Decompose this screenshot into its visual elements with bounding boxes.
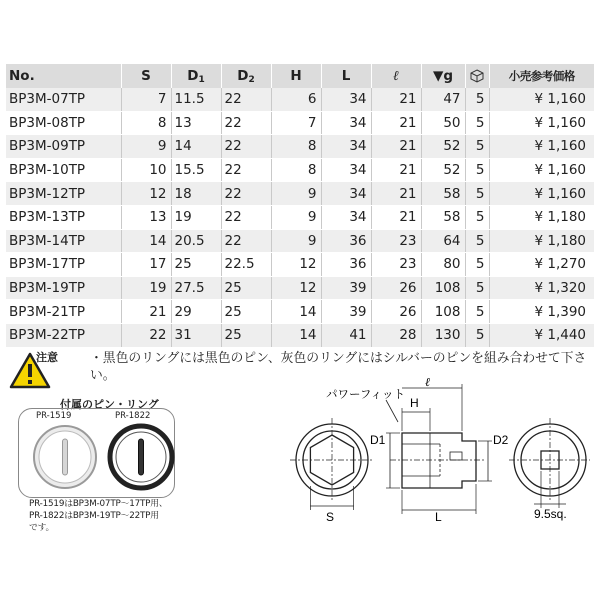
- cell-ell: 26: [371, 276, 421, 300]
- col-header-l: L: [321, 64, 371, 88]
- ring-pr1519-icon: [34, 426, 96, 488]
- socket-side-view-icon: [386, 384, 492, 514]
- cell-s: 21: [121, 300, 171, 324]
- table-row: [6, 111, 594, 135]
- cell-d1: 11.5: [171, 88, 221, 111]
- cell-s: 10: [121, 158, 171, 182]
- cell-model-no: BP3M-12TP: [6, 182, 121, 206]
- cell-qty: 5: [465, 300, 489, 324]
- cell-h: 14: [271, 323, 321, 347]
- cell-d1: 18: [171, 182, 221, 206]
- cell-d1: 27.5: [171, 276, 221, 300]
- cell-d2: 22: [221, 229, 271, 253]
- cell-ell: 23: [371, 253, 421, 277]
- cell-ell: 26: [371, 300, 421, 324]
- cell-s: 12: [121, 182, 171, 206]
- cell-l: 36: [321, 229, 371, 253]
- table-row: [6, 135, 594, 159]
- cell-d1: 13: [171, 111, 221, 135]
- cell-price: ¥ 1,160: [489, 182, 594, 206]
- col-header-weight: ▼g: [421, 64, 465, 88]
- cell-s: 19: [121, 276, 171, 300]
- cell-l: 34: [321, 111, 371, 135]
- socket-rear-view-icon: [509, 418, 590, 508]
- cell-price: ¥ 1,160: [489, 88, 594, 111]
- cell-model-no: BP3M-14TP: [6, 229, 121, 253]
- pin-label-pr1519: PR-1519: [36, 411, 72, 421]
- cell-l: 34: [321, 158, 371, 182]
- pins-note-line: PR-1822はBP3M-19TP〜22TP用: [29, 511, 159, 521]
- cell-model-no: BP3M-08TP: [6, 111, 121, 135]
- cell-model-no: BP3M-07TP: [6, 88, 121, 111]
- dim-s-label: S: [326, 510, 335, 524]
- cell-ell: 23: [371, 229, 421, 253]
- cell-ell: 28: [371, 323, 421, 347]
- ring-pr1822-icon: [110, 426, 172, 488]
- col-header-price: 小売参考価格: [489, 64, 594, 88]
- cell-price: ¥ 1,390: [489, 300, 594, 324]
- cell-model-no: BP3M-17TP: [6, 253, 121, 277]
- cell-s: 17: [121, 253, 171, 277]
- col-header-h: H: [271, 64, 321, 88]
- cell-qty: 5: [465, 135, 489, 159]
- cell-qty: 5: [465, 88, 489, 111]
- pins-note-line: です。: [29, 523, 55, 533]
- cell-qty: 5: [465, 229, 489, 253]
- cell-h: 6: [271, 88, 321, 111]
- cell-d2: 22: [221, 88, 271, 111]
- dim-l-label: L: [435, 510, 442, 524]
- cell-l: 34: [321, 205, 371, 229]
- cell-d2: 25: [221, 323, 271, 347]
- cell-d1: 31: [171, 323, 221, 347]
- cell-ell: 21: [371, 182, 421, 206]
- cell-s: 22: [121, 323, 171, 347]
- cell-model-no: BP3M-19TP: [6, 276, 121, 300]
- cell-qty: 5: [465, 276, 489, 300]
- cell-h: 9: [271, 182, 321, 206]
- pins-note-line: PR-1519はBP3M-07TP〜17TP用、: [29, 499, 168, 509]
- table-header-row: [6, 64, 594, 88]
- cell-d2: 22.5: [221, 253, 271, 277]
- cell-d2: 22: [221, 158, 271, 182]
- cell-d1: 25: [171, 253, 221, 277]
- cell-s: 8: [121, 111, 171, 135]
- cell-qty: 5: [465, 111, 489, 135]
- table-row: [6, 300, 594, 324]
- dim-sq-label: 9.5sq.: [534, 507, 567, 521]
- col-header-ell: ℓ: [371, 64, 421, 88]
- cell-qty: 5: [465, 323, 489, 347]
- cell-ell: 21: [371, 205, 421, 229]
- socket-technical-drawing: [290, 378, 590, 528]
- cell-d1: 29: [171, 300, 221, 324]
- cell-weight: 64: [421, 229, 465, 253]
- cell-weight: 50: [421, 111, 465, 135]
- col-header-no: No.: [6, 64, 121, 88]
- cell-s: 14: [121, 229, 171, 253]
- cell-model-no: BP3M-09TP: [6, 135, 121, 159]
- socket-front-view-icon: [290, 418, 374, 510]
- cell-ell: 21: [371, 135, 421, 159]
- dim-h-label: H: [410, 396, 419, 410]
- cell-price: ¥ 1,270: [489, 253, 594, 277]
- cell-ell: 21: [371, 158, 421, 182]
- cell-l: 34: [321, 88, 371, 111]
- cell-weight: 80: [421, 253, 465, 277]
- table-body: [6, 88, 594, 347]
- cell-d1: 14: [171, 135, 221, 159]
- cell-price: ¥ 1,440: [489, 323, 594, 347]
- dim-d2-label: D2: [493, 433, 509, 447]
- cell-price: ¥ 1,320: [489, 276, 594, 300]
- cell-weight: 47: [421, 88, 465, 111]
- pin-rings-illustration: [18, 420, 178, 496]
- cell-d1: 15.5: [171, 158, 221, 182]
- cell-ell: 21: [371, 111, 421, 135]
- pin-label-pr1822: PR-1822: [115, 411, 151, 421]
- pins-title: 付属のピン・リング: [60, 398, 159, 411]
- caution-label: 注意: [36, 351, 58, 364]
- cell-h: 7: [271, 111, 321, 135]
- cell-d2: 22: [221, 182, 271, 206]
- cell-d1: 19: [171, 205, 221, 229]
- table-row: [6, 88, 594, 111]
- col-header-d1: $D_1$: [171, 64, 221, 88]
- pins-note: [29, 498, 229, 534]
- spec-table: [6, 64, 594, 348]
- cell-h: 12: [271, 253, 321, 277]
- col-header-qty: [465, 64, 489, 88]
- table-row: [6, 205, 594, 229]
- cell-d2: 22: [221, 135, 271, 159]
- cell-d2: 22: [221, 111, 271, 135]
- dim-d1-label: D1: [370, 433, 386, 447]
- cell-l: 34: [321, 182, 371, 206]
- cell-s: 13: [121, 205, 171, 229]
- caution-text: ・黒色のリングには黒色のピン、灰色のリングにはシルバーのピンを組み合わせて下さい。: [90, 351, 587, 383]
- table-row: [6, 323, 594, 347]
- cell-model-no: BP3M-13TP: [6, 205, 121, 229]
- cell-weight: 58: [421, 182, 465, 206]
- table-row: [6, 276, 594, 300]
- cell-d2: 25: [221, 276, 271, 300]
- cell-model-no: BP3M-22TP: [6, 323, 121, 347]
- cell-weight: 108: [421, 276, 465, 300]
- cell-d2: 22: [221, 205, 271, 229]
- cell-weight: 108: [421, 300, 465, 324]
- cell-model-no: BP3M-10TP: [6, 158, 121, 182]
- table-row: [6, 253, 594, 277]
- col-header-s: S: [121, 64, 171, 88]
- cell-l: 36: [321, 253, 371, 277]
- cell-price: ¥ 1,180: [489, 229, 594, 253]
- cell-price: ¥ 1,180: [489, 205, 594, 229]
- package-icon: [470, 69, 484, 83]
- cell-h: 8: [271, 135, 321, 159]
- cell-s: 7: [121, 88, 171, 111]
- cell-s: 9: [121, 135, 171, 159]
- cell-l: 39: [321, 276, 371, 300]
- cell-d1: 20.5: [171, 229, 221, 253]
- cell-model-no: BP3M-21TP: [6, 300, 121, 324]
- cell-qty: 5: [465, 205, 489, 229]
- table-row: [6, 158, 594, 182]
- table-row: [6, 182, 594, 206]
- cell-h: 14: [271, 300, 321, 324]
- cell-l: 41: [321, 323, 371, 347]
- cell-l: 39: [321, 300, 371, 324]
- cell-price: ¥ 1,160: [489, 111, 594, 135]
- dim-ell-label: ℓ: [425, 378, 430, 389]
- table-row: [6, 229, 594, 253]
- cell-price: ¥ 1,160: [489, 158, 594, 182]
- cell-weight: 52: [421, 135, 465, 159]
- cell-price: ¥ 1,160: [489, 135, 594, 159]
- cell-qty: 5: [465, 158, 489, 182]
- cell-weight: 52: [421, 158, 465, 182]
- cell-d2: 25: [221, 300, 271, 324]
- power-fit-label: パワーフィット: [326, 389, 406, 401]
- cell-l: 34: [321, 135, 371, 159]
- cell-qty: 5: [465, 182, 489, 206]
- cell-weight: 130: [421, 323, 465, 347]
- cell-h: 9: [271, 229, 321, 253]
- cell-h: 9: [271, 205, 321, 229]
- col-header-d2: $D_2$: [221, 64, 271, 88]
- cell-ell: 21: [371, 88, 421, 111]
- cell-h: 12: [271, 276, 321, 300]
- cell-qty: 5: [465, 253, 489, 277]
- cell-weight: 58: [421, 205, 465, 229]
- cell-h: 8: [271, 158, 321, 182]
